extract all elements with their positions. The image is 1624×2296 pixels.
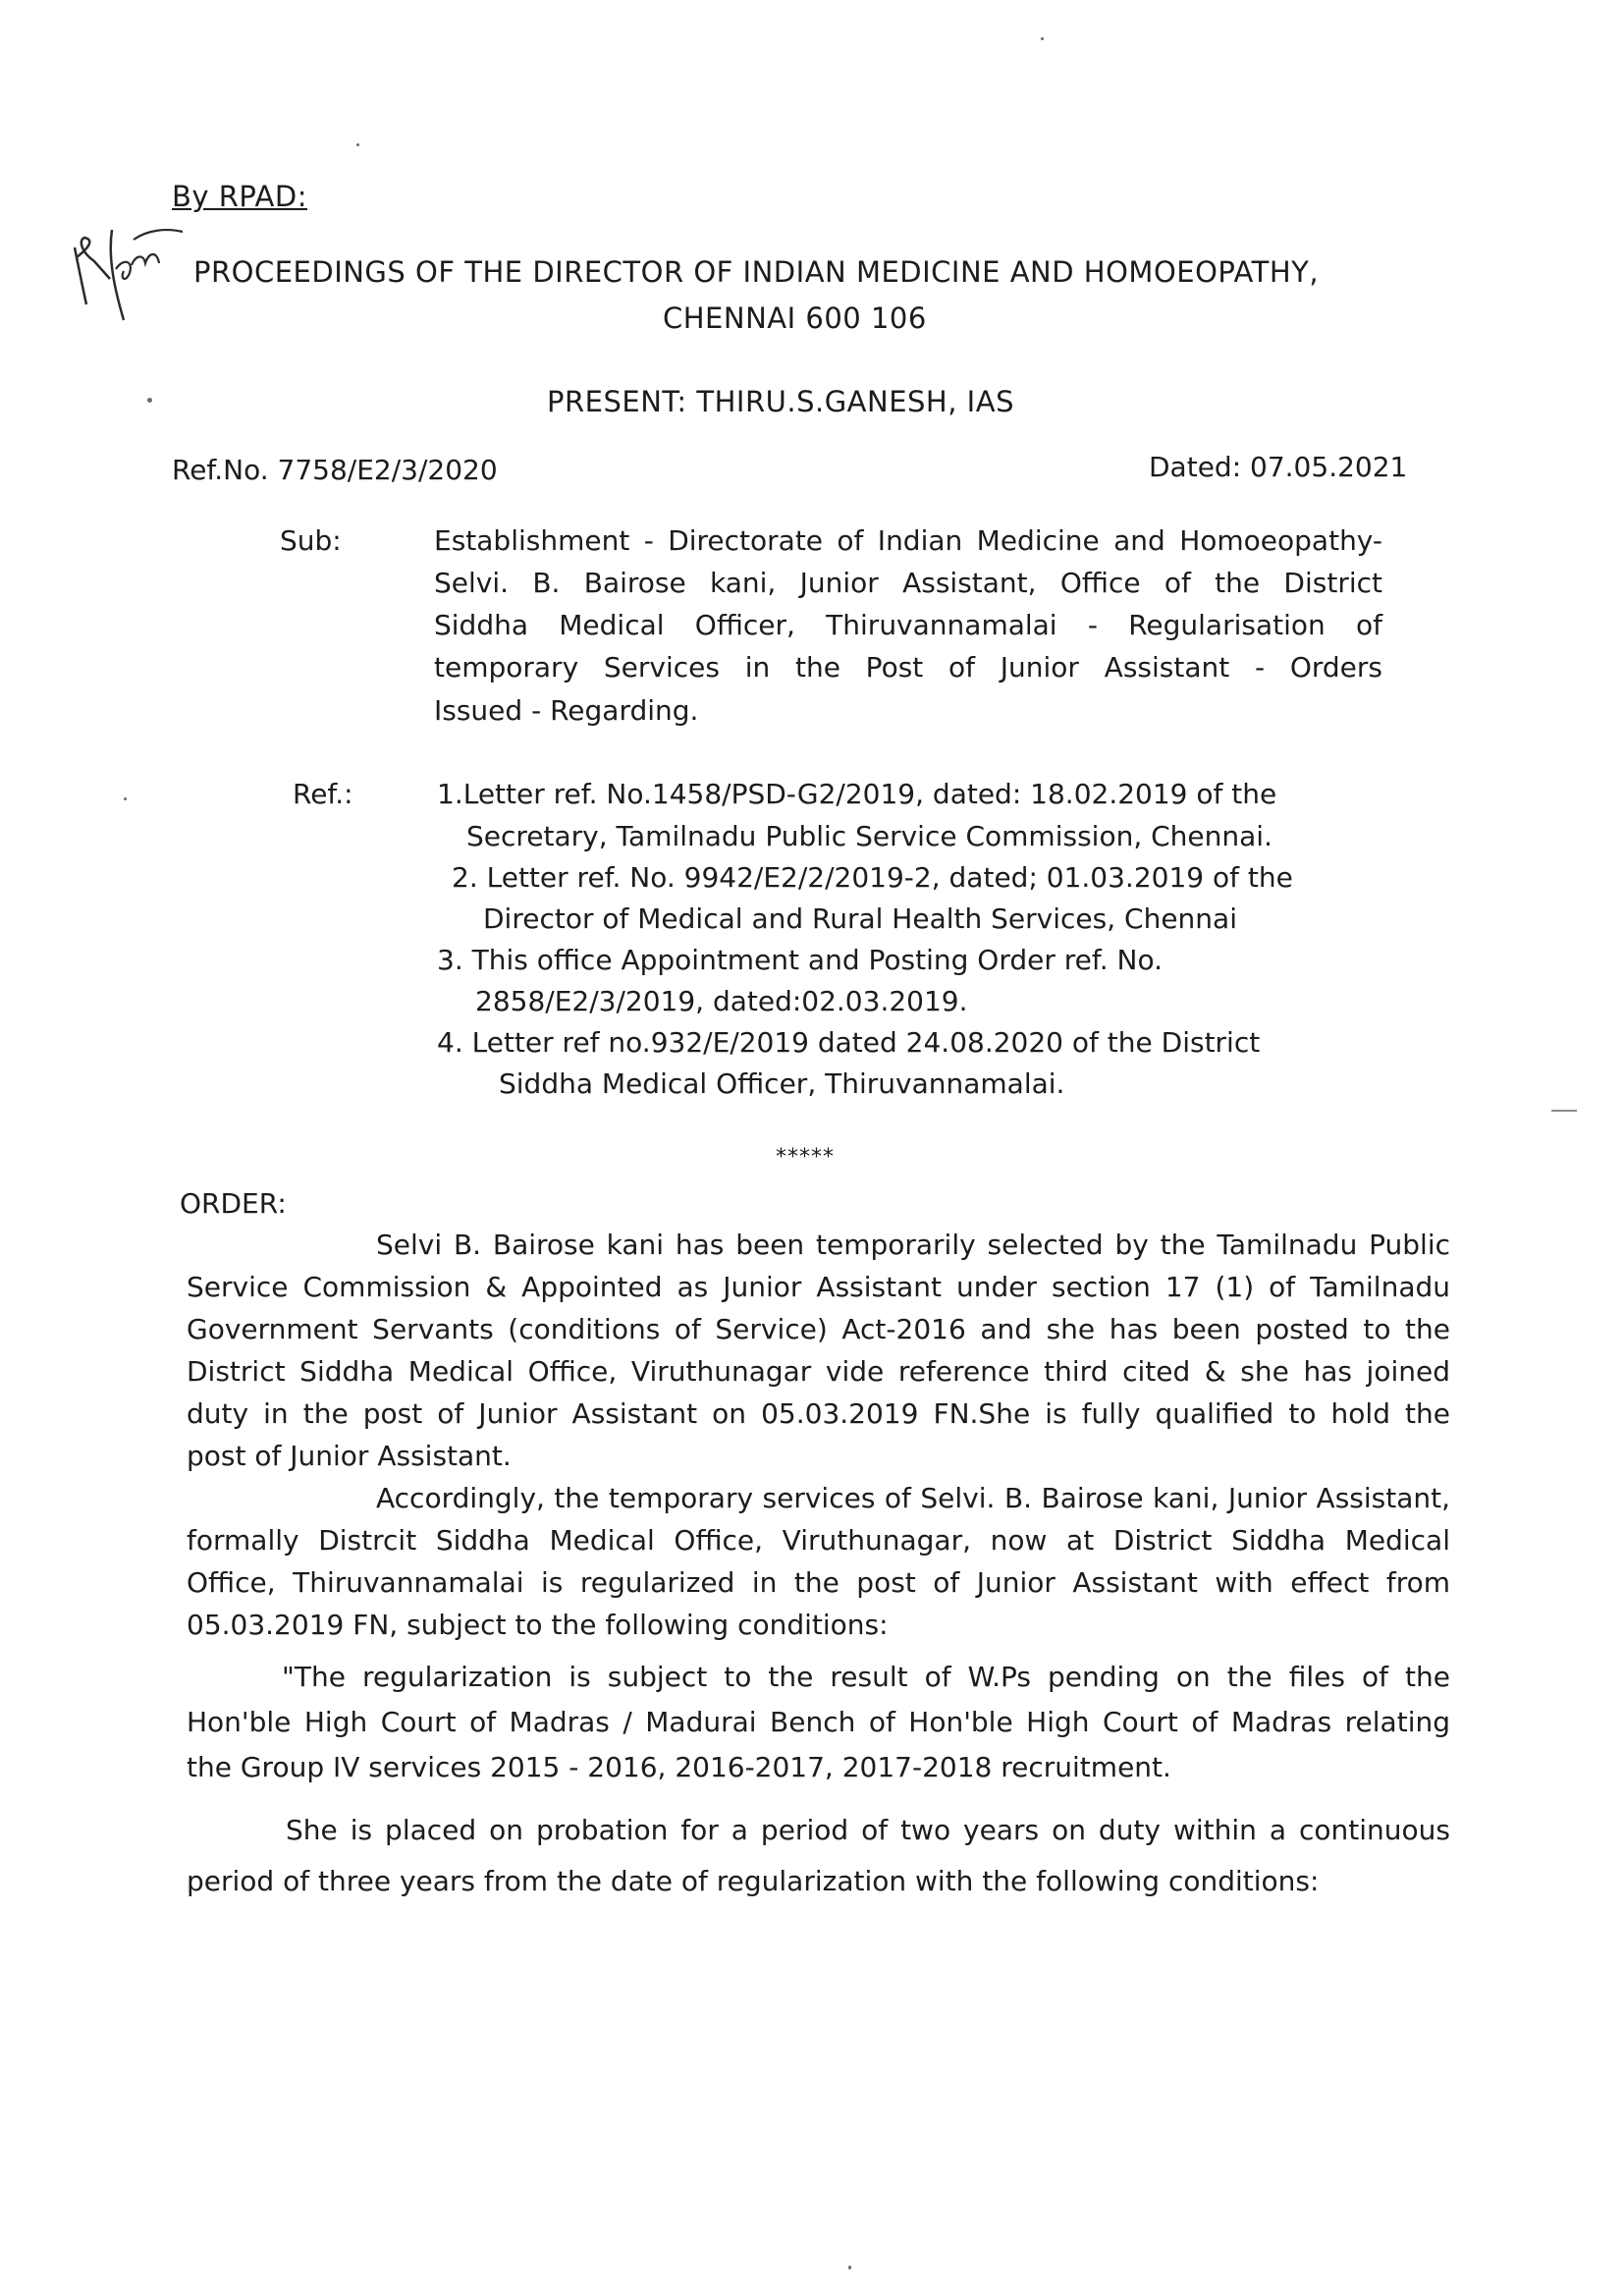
order-line: Office, Thiruvannamalai is regularized in the post of Junior Assistant with effect from: [187, 1566, 1450, 1599]
proceedings-title: PROCEEDINGS OF THE DIRECTOR OF INDIAN MEDICINE AND HOMOEOPATHY,: [193, 255, 1320, 289]
scan-mark: [1551, 1110, 1577, 1112]
order-line: Accordingly, the temporary services of Selvi. B. Bairose kani, Junior Assistant,: [376, 1482, 1450, 1514]
subject-line: Issued - Regarding.: [434, 694, 699, 727]
order-line: District Siddha Medical Office, Viruthunagar vide reference third cited & she has joined: [187, 1355, 1450, 1388]
reference-line: 3. This office Appointment and Posting Order ref. No.: [437, 944, 1163, 976]
subject-line: Siddha Medical Officer, Thiruvannamalai - Regularisation of: [434, 609, 1382, 641]
scan-speck: [848, 2266, 851, 2269]
references-label: Ref.:: [293, 778, 353, 810]
order-line: post of Junior Assistant.: [187, 1440, 512, 1472]
order-label: ORDER:: [180, 1187, 287, 1220]
order-line: period of three years from the date of regularization with the following conditions:: [187, 1865, 1320, 1897]
scan-speck: [1041, 37, 1044, 40]
order-line: Service Commission & Appointed as Junior Assistant under section 17 (1) of Tamilnadu: [187, 1271, 1450, 1303]
subject-label: Sub:: [280, 524, 342, 557]
reference-line: 4. Letter ref no.932/E/2019 dated 24.08.2020 of the District: [437, 1026, 1261, 1059]
scan-speck: [147, 398, 152, 403]
order-line: Hon'ble High Court of Madras / Madurai Bench of Hon'ble High Court of Madras relating: [187, 1706, 1450, 1738]
order-line: the Group IV services 2015 - 2016, 2016-2017, 2017-2018 recruitment.: [187, 1751, 1171, 1783]
subject-line: Establishment - Directorate of Indian Medicine and Homoeopathy-: [434, 524, 1382, 557]
proceedings-location: CHENNAI 600 106: [663, 301, 927, 335]
present-officer: PRESENT: THIRU.S.GANESH, IAS: [547, 385, 1014, 418]
order-line: formally Distrcit Siddha Medical Office, Viruthunagar, now at District Siddha Medical: [187, 1524, 1450, 1557]
reference-line: 2858/E2/3/2019, dated:02.03.2019.: [475, 985, 968, 1017]
delivery-mode: By RPAD:: [172, 180, 307, 213]
reference-line: Director of Medical and Rural Health Services, Chennai: [483, 902, 1237, 935]
order-line: "The regularization is subject to the result of W.Ps pending on the files of the: [282, 1661, 1450, 1693]
order-line: Government Servants (conditions of Service) Act-2016 and she has been posted to the: [187, 1313, 1450, 1345]
order-date: Dated: 07.05.2021: [1149, 451, 1408, 483]
scan-speck: [124, 797, 127, 800]
reference-line: Siddha Medical Officer, Thiruvannamalai.: [499, 1067, 1065, 1100]
order-line: She is placed on probation for a period of two years on duty within a continuous: [286, 1814, 1450, 1846]
reference-line: 2. Letter ref. No. 9942/E2/2/2019-2, dated; 01.03.2019 of the: [452, 861, 1293, 894]
subject-line: Selvi. B. Bairose kani, Junior Assistant, Office of the District: [434, 567, 1382, 599]
separator-stars: *****: [776, 1145, 835, 1170]
reference-line: 1.Letter ref. No.1458/PSD-G2/2019, dated: 18.02.2019 of the: [437, 778, 1277, 810]
ref-number: Ref.No. 7758/E2/3/2020: [172, 454, 498, 486]
order-line: duty in the post of Junior Assistant on 05.03.2019 FN.She is fully qualified to hold the: [187, 1397, 1450, 1430]
order-line: Selvi B. Bairose kani has been temporarily selected by the Tamilnadu Public: [376, 1229, 1450, 1261]
subject-line: temporary Services in the Post of Junior Assistant - Orders: [434, 651, 1382, 683]
handwritten-initials-icon: [65, 218, 192, 336]
reference-line: Secretary, Tamilnadu Public Service Commission, Chennai.: [466, 820, 1272, 852]
scan-speck: [356, 143, 359, 146]
order-line: 05.03.2019 FN, subject to the following conditions:: [187, 1609, 889, 1641]
